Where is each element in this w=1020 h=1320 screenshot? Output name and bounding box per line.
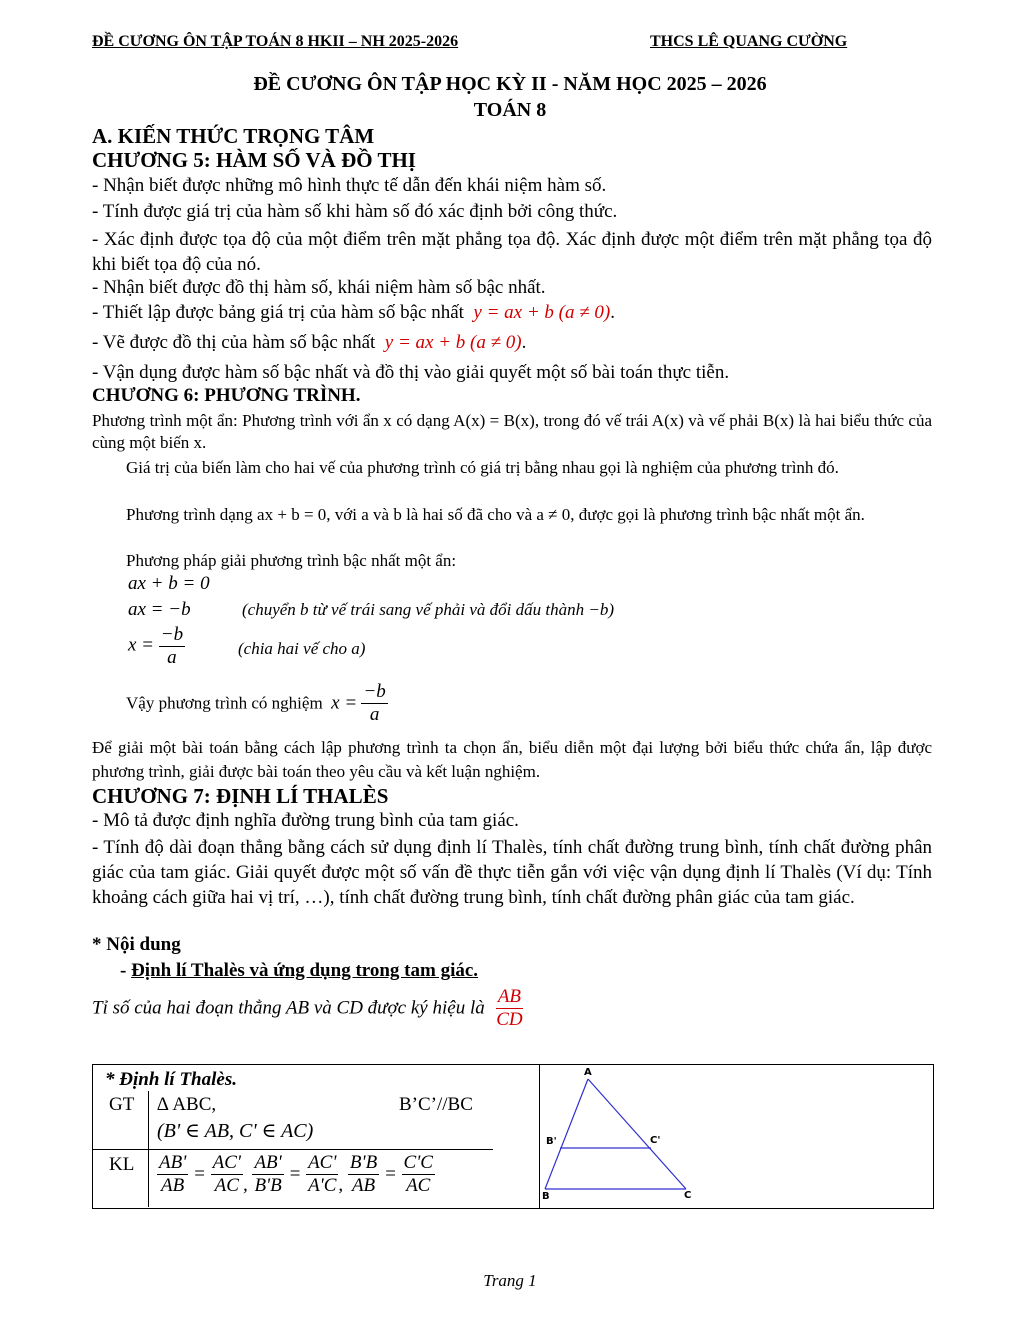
chapter7-heading: CHƯƠNG 7: ĐỊNH LÍ THALÈS [92, 784, 389, 808]
gt-triangle: ∆ ABC, [157, 1094, 217, 1115]
section-a-heading: A. KIẾN THỨC TRỌNG TÂM [92, 124, 375, 148]
kl-frac-1: $\frac{AB'}{AB}$ [159, 1152, 187, 1196]
ratio-definition: Tỉ số của hai đoạn thẳng AB và CD được ký hiệu là $\frac{AB}{CD}$ [92, 986, 523, 1030]
header-right: THCS LÊ QUANG CƯỜNG [650, 33, 848, 50]
ch5-bullet-3: - Xác định được tọa độ của một điểm trên mặt phẳng tọa độ. Xác định được một điểm trên mặt phẳng tọa độ khi biết tọa độ của nó. [92, 229, 932, 275]
kl-frac-5: $\frac{B'B}{AB}$ [349, 1152, 378, 1196]
gt-kl-separator [93, 1149, 493, 1150]
eq-step-2-note: (chuyển b từ vế trái sang vế phải và đổi dấu thành −b) [242, 600, 614, 619]
chapter5-heading: CHƯƠNG 5: HÀM SỐ VÀ ĐỒ THỊ [92, 148, 416, 172]
kl-label: KL [109, 1154, 135, 1175]
ratio-fraction: $\frac{AB}{CD}$ [496, 986, 523, 1030]
label-a: A [584, 1067, 592, 1078]
gt-parallel: B’C’//BC [399, 1094, 473, 1115]
doc-title: ĐỀ CƯƠNG ÔN TẬP HỌC KỲ II - NĂM HỌC 2025 – 2026 [253, 73, 767, 95]
eq-step-2: ax = −b [128, 599, 191, 620]
ch6-conclusion: Vậy phương trình có nghiệm x = $\frac{-b}{a}$ [126, 681, 386, 725]
linear-function-formula-2: y = ax + b (a ≠ 0) [384, 332, 522, 353]
label-b1: B' [546, 1136, 557, 1147]
page-footer: Trang 1 [483, 1271, 537, 1290]
content-label: * Nội dung [92, 934, 181, 955]
header-left: ĐỀ CƯƠNG ÔN TẬP TOÁN 8 HKII – NH 2025-2026 [92, 33, 459, 50]
ch6-paragraph-3: Phương trình dạng ax + b = 0, với a và b là hai số đã cho và a ≠ 0, được gọi là phương trình bậc nhất một ẩn. [126, 505, 865, 524]
label-c1: C' [650, 1135, 661, 1146]
kl-frac-3: $\frac{AB'}{B'B}$ [254, 1152, 282, 1196]
ch5-bullet-2: - Tính được giá trị của hàm số khi hàm số đó xác định bởi công thức. [92, 201, 618, 222]
ch6-method-label: Phương pháp giải phương trình bậc nhất một ẩn: [126, 551, 457, 570]
theorem-title: * Định lí Thalès. [105, 1069, 237, 1090]
ch6-paragraph-1: Phương trình một ẩn: Phương trình với ẩn x có dạng A(x) = B(x), trong đó vế trái A(x) và vế phải B(x) là hai biểu thức của cùng một biến x. [92, 411, 932, 452]
thales-theorem-box [92, 1064, 934, 1209]
linear-function-formula: y = ax + b (a ≠ 0) [473, 302, 611, 323]
chapter6-heading: CHƯƠNG 6: PHƯƠNG TRÌNH. [92, 385, 361, 406]
gt-points: (B' ∈ AB, C' ∈ AC) [157, 1120, 314, 1142]
ch6-paragraph-5: Để giải một bài toán bằng cách lập phương trình ta chọn ẩn, biểu diễn một đại lượng bởi biểu thức chứa ẩn, lập được phương trình, giải được bài toán theo yêu cầu và kết luận nghiệm. [92, 738, 932, 781]
ch6-paragraph-2: Giá trị của biến làm cho hai vế của phương trình có giá trị bằng nhau gọi là nghiệm của phương trình đó. [126, 458, 839, 477]
thales-triangle-figure [540, 1065, 932, 1208]
ch5-bullet-1: - Nhận biết được những mô hình thực tế dẫn đến khái niệm hàm số. [92, 175, 607, 196]
eq-step-1: ax + b = 0 [128, 573, 210, 594]
ch7-bullet-2: - Tính độ dài đoạn thẳng bằng cách sử dụng định lí Thalès, tính chất đường trung bình, tính chất đường phân giác của tam giác. Giải quyết được một số vấn đề thực tiễn gắn với việc vận dụng định lí Thalès (Ví dụ: Tính khoảng cách giữa hai vị trí, …), tính chất đường trung bình, tính chất đường phân giác của tam giác. [92, 837, 932, 908]
side-ac [588, 1079, 686, 1189]
ch5-bullet-6: - Vẽ được đồ thị của hàm số bậc nhất y = ax + b (a ≠ 0). [92, 332, 527, 353]
ch5-bullet-5: - Thiết lập được bảng giá trị của hàm số bậc nhất y = ax + b (a ≠ 0). [92, 302, 615, 323]
ch5-bullet-4: - Nhận biết được đồ thị hàm số, khái niệm hàm số bậc nhất. [92, 277, 546, 298]
ch7-bullet-1: - Mô tả được định nghĩa đường trung bình của tam giác. [92, 810, 519, 831]
kl-frac-6: $\frac{C'C}{AC}$ [403, 1152, 433, 1196]
gt-label: GT [109, 1094, 135, 1115]
eq-step-3-note: (chia hai vế cho a) [238, 639, 366, 658]
label-b: B [542, 1191, 550, 1202]
kl-frac-4: $\frac{AC'}{A'C}$ [308, 1152, 337, 1196]
solution-fraction: $\frac{-b}{a}$ [363, 681, 386, 725]
label-c: C [684, 1190, 692, 1201]
doc-subtitle: TOÁN 8 [473, 99, 547, 121]
side-ab [545, 1079, 588, 1189]
fraction-minus-b-over-a: $\frac{-b}{a}$ [160, 624, 184, 668]
kl-ratios: $\frac{AB'}{AB}$ = $\frac{AC'}{AC}$ , $\frac{AB'}{B'B}$ = $\frac{AC'}{A'C}$ , $\frac{B'B}{AB}$ = $\frac{C'C}{AC}$ [159, 1152, 433, 1196]
ch5-bullet-7: - Vận dụng được hàm số bậc nhất và đồ thị vào giải quyết một số bài toán thực tiễn. [92, 362, 730, 383]
thales-subheading: - Định lí Thalès và ứng dụng trong tam giác. [120, 960, 479, 981]
eq-step-3: x = $\frac{-b}{a}$ [128, 624, 184, 668]
kl-frac-2: $\frac{AC'}{AC}$ [212, 1152, 241, 1196]
